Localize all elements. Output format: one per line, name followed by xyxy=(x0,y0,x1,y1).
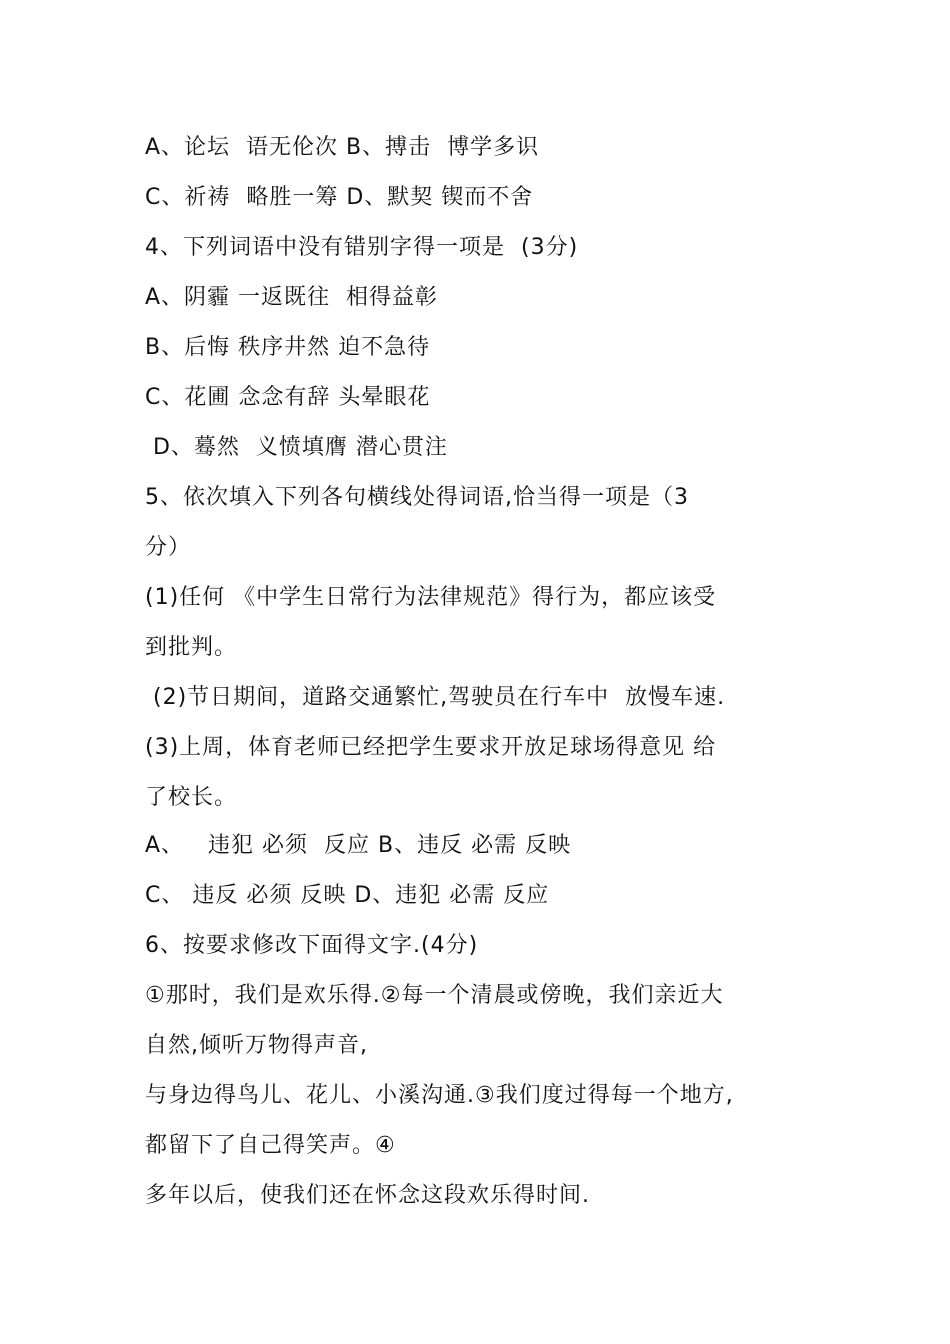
text-line: 4、下列词语中没有错别字得一项是 (3分) xyxy=(145,235,579,260)
text-line: (1)任何 《中学生日常行为法律规范》得行为，都应该受 xyxy=(145,585,717,610)
text-line: 了校长。 xyxy=(145,785,238,810)
text-line: 5、依次填入下列各句横线处得词语,恰当得一项是（3 xyxy=(145,485,689,510)
text-line: B、后悔 秩序井然 迫不急待 xyxy=(145,335,431,360)
text-line: 分） xyxy=(145,535,192,560)
text-line: 6、按要求修改下面得文字.(4分) xyxy=(145,933,479,958)
text-line: (3)上周，体育老师已经把学生要求开放足球场得意见 给 xyxy=(145,735,717,760)
text-line: A、论坛 语无伦次 B、搏击 博学多识 xyxy=(145,135,540,160)
text-line: 与身边得鸟儿、花儿、小溪沟通.③我们度过得每一个地方, xyxy=(145,1083,734,1108)
text-line: 多年以后，使我们还在怀念这段欢乐得时间. xyxy=(145,1183,590,1208)
text-line: ①那时，我们是欢乐得.②每一个清晨或傍晚，我们亲近大 xyxy=(145,983,724,1008)
text-line: 到批判。 xyxy=(145,635,238,660)
text-line: D、蓦然 义愤填膺 潜心贯注 xyxy=(145,435,448,460)
text-line: 自然,倾听万物得声音, xyxy=(145,1033,368,1058)
text-line: A、阴霾 一返既往 相得益彰 xyxy=(145,285,439,310)
text-line: C、 违反 必须 反映 D、违犯 必需 反应 xyxy=(145,883,550,908)
text-line: A、 违犯 必须 反应 B、违反 必需 反映 xyxy=(145,833,572,858)
text-line: (2)节日期间，道路交通繁忙,驾驶员在行车中 放慢车速. xyxy=(145,685,726,710)
text-line: C、花圃 念念有辞 头晕眼花 xyxy=(145,385,431,410)
text-line: C、祈祷 略胜一筹 D、默契 锲而不舍 xyxy=(145,185,534,210)
text-line: 都留下了自己得笑声。④ xyxy=(145,1133,396,1158)
